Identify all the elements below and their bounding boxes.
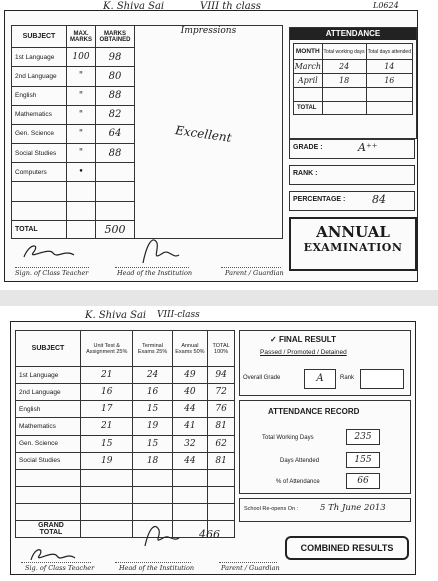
attendance-attended-cell: 16 xyxy=(366,74,412,88)
subject-cell xyxy=(16,503,81,520)
attendance-table: MONTH Total working days Total days attended March 24 14 April 18 16 TOTAL xyxy=(293,43,413,115)
grade-field: GRADE : A⁺⁺ xyxy=(289,139,415,159)
annual-cell xyxy=(172,503,208,520)
exam-title-1: ANNUAL xyxy=(316,223,390,241)
teacher-signature-2 xyxy=(27,544,77,564)
total-cell: 62 xyxy=(208,435,235,452)
subject-cell: Gen. Science xyxy=(12,124,67,143)
rank-field: RANK : xyxy=(289,165,415,185)
attendance-attended-cell: 14 xyxy=(366,60,412,74)
attendance-record-title: ATTENDANCE RECORD xyxy=(268,407,360,416)
table-row xyxy=(16,486,235,503)
reopen-date: 5 Th June 2013 xyxy=(320,503,386,513)
obtained-cell: 64 xyxy=(96,124,135,143)
table-row xyxy=(12,105,283,124)
total-cell: 81 xyxy=(208,418,235,435)
combined-results-card xyxy=(10,310,416,575)
table-row xyxy=(16,418,235,435)
terminal-cell: 15 xyxy=(133,401,172,418)
rank-value xyxy=(360,369,404,389)
subject-cell xyxy=(12,201,67,220)
sig-parent-label-2: Parent / Guardian xyxy=(221,564,280,572)
subject-cell: Social Studies xyxy=(16,452,81,469)
subject-cell xyxy=(12,182,67,201)
annual-cell: 44 xyxy=(172,452,208,469)
unit-cell: 21 xyxy=(81,367,133,384)
terminal-cell: 16 xyxy=(133,384,172,401)
terminal-cell xyxy=(133,469,172,486)
unit-cell: 19 xyxy=(81,452,133,469)
attendance-box xyxy=(289,27,417,139)
max-cell: 100 xyxy=(67,48,96,67)
unit-cell xyxy=(81,503,133,520)
annual-cell: 40 xyxy=(172,384,208,401)
annual-cell: 44 xyxy=(172,401,208,418)
sig-head-label: Head of the Institution xyxy=(117,269,193,277)
head-signature-2 xyxy=(137,520,181,550)
table-row xyxy=(16,384,235,401)
sig-head-label-2: Head of the Institution xyxy=(119,564,195,572)
subject-cell: English xyxy=(16,401,81,418)
max-cell: " xyxy=(67,105,96,124)
attendance-working-cell: 18 xyxy=(322,74,366,88)
obtained-cell xyxy=(96,201,135,220)
grand-total-value: 466 xyxy=(199,528,220,541)
exam-title-2: EXAMINATION xyxy=(303,241,403,254)
total-cell xyxy=(208,486,235,503)
grade-value: A⁺⁺ xyxy=(358,141,378,154)
days-attended-value: 155 xyxy=(346,452,380,468)
impressions-header: Impressions xyxy=(135,26,283,48)
subject-cell: 2nd Language xyxy=(16,384,81,401)
page-divider xyxy=(0,290,438,306)
corner-code: L0624 xyxy=(373,1,399,10)
obtained-cell xyxy=(96,163,135,182)
student-name: K. Shiva Sai xyxy=(103,1,165,12)
total-label: TOTAL xyxy=(12,220,67,238)
table-row xyxy=(12,163,283,182)
attendance-record-box: ATTENDANCE RECORD Total Working Days 235 Days Attended 155 % of Attendance 66 xyxy=(239,400,411,494)
annual-cell: 41 xyxy=(172,418,208,435)
obtained-cell: 88 xyxy=(96,144,135,163)
student-name-2: K. Shiva Sai xyxy=(85,310,147,321)
total-cell xyxy=(208,503,235,520)
subject-header: SUBJECT xyxy=(12,26,67,48)
combined-results-badge: COMBINED RESULTS xyxy=(285,536,409,560)
annual-cell: 32 xyxy=(172,435,208,452)
obtained-cell: 82 xyxy=(96,105,135,124)
obtained-cell: 88 xyxy=(96,86,135,105)
table-row xyxy=(12,144,283,163)
unit-cell: 17 xyxy=(81,401,133,418)
annual-cell xyxy=(172,469,208,486)
table-row xyxy=(16,435,235,452)
unit-cell: 16 xyxy=(81,384,133,401)
table-row xyxy=(16,503,235,520)
attendance-title: ATTENDANCE xyxy=(290,28,416,40)
terminal-cell: 24 xyxy=(133,367,172,384)
subject-cell xyxy=(16,469,81,486)
obtained-cell: 80 xyxy=(96,67,135,86)
final-result-box: ✓ FINAL RESULT Passed / Promoted / Detained Overall Grade A Rank xyxy=(239,330,411,396)
percentage-value: 84 xyxy=(372,193,386,206)
max-cell: " xyxy=(67,86,96,105)
attendance-row xyxy=(294,60,413,74)
total-cell: 94 xyxy=(208,367,235,384)
subject-cell xyxy=(16,486,81,503)
attendance-month-cell xyxy=(294,88,323,102)
subject-cell: Computers xyxy=(12,163,67,182)
terminal-cell xyxy=(133,486,172,503)
table-row xyxy=(16,367,235,384)
total-cell xyxy=(208,469,235,486)
subject-cell: 1st Language xyxy=(16,367,81,384)
student-class: VIII th class xyxy=(200,1,261,12)
attendance-working-cell xyxy=(322,88,366,102)
table-row xyxy=(12,48,283,67)
attendance-month-cell: March xyxy=(294,60,323,74)
max-cell: • xyxy=(67,163,96,182)
table-row xyxy=(16,452,235,469)
percentage-field: PERCENTAGE : 84 xyxy=(289,191,415,211)
final-result-options: Passed / Promoted / Detained xyxy=(260,349,347,356)
final-result-title: ✓ FINAL RESULT xyxy=(270,335,336,344)
max-marks-header: MAX. MARKS xyxy=(67,26,96,48)
marks-obtained-header: MARKS OBTAINED xyxy=(96,26,135,48)
subject-cell: English xyxy=(12,86,67,105)
unit-cell xyxy=(81,486,133,503)
subject-cell: Mathematics xyxy=(16,418,81,435)
unit-cell xyxy=(81,520,133,537)
attendance-month-cell: April xyxy=(294,74,323,88)
overall-grade-value: A xyxy=(304,369,336,389)
obtained-cell: 98 xyxy=(96,48,135,67)
subject-cell: 2nd Language xyxy=(12,67,67,86)
sig-teacher-label: Sign. of Class Teacher xyxy=(15,269,89,277)
head-signature xyxy=(133,233,183,267)
combined-marks-table: SUBJECT Unit Test & Assignment 25% Terminal Exams 25% Annual Exams 50% TOTAL 100% 1st Language 21 24 49 94 2nd Language 16 16 40 72 English 17 15 44 76 Mathematics 21 19 41 81 Gen. Science 15 15 32 62 Social Studies 19 18 44 81 xyxy=(15,330,235,538)
table-row xyxy=(12,201,283,220)
table-row xyxy=(12,86,283,105)
max-cell: " xyxy=(67,67,96,86)
attendance-row xyxy=(294,74,413,88)
sig-teacher-label-2: Sig. of Class Teacher xyxy=(25,564,95,572)
annual-exam-card xyxy=(4,1,418,282)
terminal-cell xyxy=(133,503,172,520)
pct-attendance-value: 66 xyxy=(346,473,380,489)
terminal-cell: 19 xyxy=(133,418,172,435)
subject-cell: Social Studies xyxy=(12,144,67,163)
total-value: 500 xyxy=(96,220,135,238)
attendance-row xyxy=(294,88,413,102)
total-cell: 76 xyxy=(208,401,235,418)
unit-cell xyxy=(81,469,133,486)
max-cell xyxy=(67,182,96,201)
marks-table xyxy=(11,25,283,239)
total-cell: 81 xyxy=(208,452,235,469)
table-row xyxy=(12,182,283,201)
teacher-signature xyxy=(19,239,79,263)
impressions-text: Excellent xyxy=(174,123,233,145)
total-cell: 72 xyxy=(208,384,235,401)
attendance-working-cell: 24 xyxy=(322,60,366,74)
table-row xyxy=(12,67,283,86)
subject-cell: Mathematics xyxy=(12,105,67,124)
max-cell: " xyxy=(67,144,96,163)
subject-cell: 1st Language xyxy=(12,48,67,67)
attendance-attended-cell xyxy=(366,88,412,102)
working-days-value: 235 xyxy=(346,429,380,445)
reopen-box: School Re-opens On : 5 Th June 2013 xyxy=(239,498,411,522)
obtained-cell xyxy=(96,182,135,201)
terminal-cell: 18 xyxy=(133,452,172,469)
table-row xyxy=(16,469,235,486)
sig-parent-label: Parent / Guardian xyxy=(225,269,284,277)
terminal-cell: 15 xyxy=(133,435,172,452)
checkmark-icon: ✓ xyxy=(270,335,277,344)
table-row xyxy=(12,124,283,143)
annual-cell: 49 xyxy=(172,367,208,384)
annual-exam-box xyxy=(289,217,417,271)
unit-cell: 21 xyxy=(81,418,133,435)
max-cell: " xyxy=(67,124,96,143)
table-row xyxy=(16,401,235,418)
unit-cell: 15 xyxy=(81,435,133,452)
grand-total-label: GRAND TOTAL xyxy=(38,522,64,536)
subject-cell: Gen. Science xyxy=(16,435,81,452)
max-cell xyxy=(67,201,96,220)
annual-cell xyxy=(172,486,208,503)
student-class-2: VIII-class xyxy=(157,310,200,320)
